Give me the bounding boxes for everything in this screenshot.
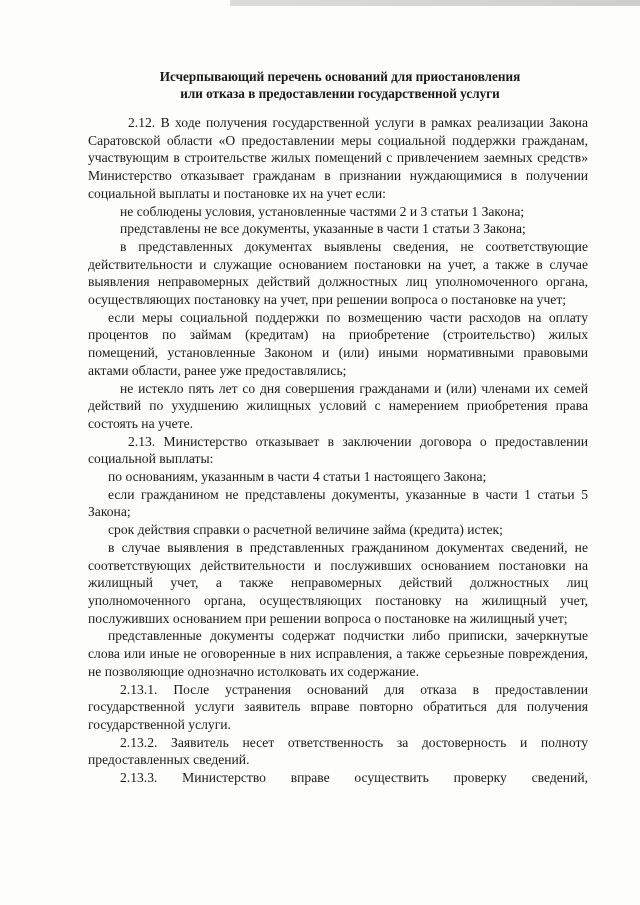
paragraph: представленные документы содержат подчистки либо приписки, зачеркнутые слова или иные не оговоренные в них исправления, а также серьезные повреждения, не позволяющие однозначно истолковать их содержание. xyxy=(88,628,588,679)
paragraph: срок действия справки о расчетной величине займа (кредита) истек; xyxy=(108,522,503,538)
paragraph: в случае выявления в представленных гражданином документах сведений, не соответствующих действительности и послуживших основанием постановки на жилищный учет, а также неправомерных действий должностных лиц уполномоченного органа, осуществляющих постановку на жилищный учет, послуживших основанием при решении вопроса о постановке на жилищный учет; xyxy=(88,539,588,626)
paragraph: по основаниям, указанным в части 4 статьи 1 настоящего Закона; xyxy=(108,469,487,485)
paragraph: 2.13.1. После устранения оснований для отказа в предоставлении государственной услуги заявитель вправе повторно обратиться для получения государственной услуги. xyxy=(88,681,588,732)
paragraph: 2.13.3. Министерство вправе осуществить проверку сведений, xyxy=(120,770,588,786)
paragraph: если меры социальной поддержки по возмещению части расходов на оплату процентов по займам (кредитам) на приобретение (строительство) жилых помещений, установленные Законом и (или) иными нормативными правовыми актами области, ранее уже предоставлялись; xyxy=(88,309,588,378)
paragraph: 2.13. Министерство отказывает в заключении договора о предоставлении социальной выплаты: xyxy=(88,433,588,467)
paragraph: не истекло пять лет со дня совершения гражданами и (или) членами их семей действий по ухудшению жилищных условий с намерением приобретения права состоять на учете. xyxy=(88,380,588,431)
title-line-2: или отказа в предоставлении государственной услуги xyxy=(180,86,500,101)
paragraph: в представленных документах выявлены сведения, не соответствующие действительности и служащие основанием постановки на учет, а также в случае выявления неправомерных действий должностных лиц уполномоченного органа, осуществляющих постановку на учет, при решении вопроса о постановке на учет; xyxy=(88,238,588,308)
paragraph: не соблюдены условия, установленные частями 2 и 3 статьи 1 Закона; xyxy=(120,203,525,219)
paragraph: 2.13.2. Заявитель несет ответственность за достоверность и полноту предоставленных сведений. xyxy=(88,734,588,768)
title-line-1: Исчерпывающий перечень оснований для приостановления xyxy=(159,69,521,84)
paragraph: 2.12. В ходе получения государственной услуги в рамках реализации Закона Саратовской области «О предоставлении меры социальной поддержки гражданам, участвующим в строительстве жилых помещений с привлечением заемных средств» Министерство отказывает гражданам в признании нуждающимися в получении социальной выплаты и постановке их на учет если: xyxy=(88,115,588,201)
document-body xyxy=(88,114,588,787)
paragraph: представлены не все документы, указанные в части 1 статьи 3 Закона; xyxy=(120,221,526,237)
paragraph: если гражданином не представлены документы, указанные в части 1 статьи 5 Закона; xyxy=(88,486,588,520)
scan-artifact xyxy=(230,0,640,6)
document-title xyxy=(80,68,600,102)
